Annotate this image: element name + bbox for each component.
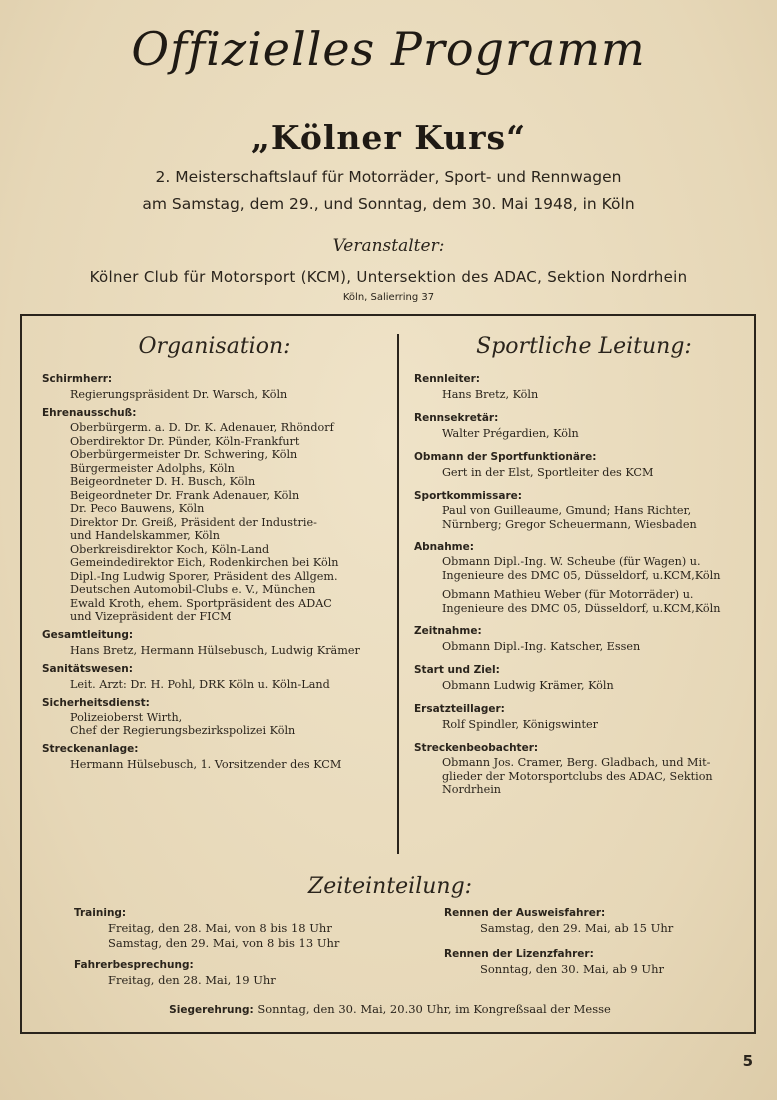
page-title: Offizielles Programm (131, 22, 646, 76)
sicherheit-value: Polizeioberst Wirth, (70, 710, 183, 724)
schedule-right (444, 906, 744, 988)
ersatz-label: Ersatzteillager: (414, 703, 505, 715)
beobachter-value: Nordrhein (442, 783, 501, 796)
lizenz-label: Rennen der Lizenzfahrer: (444, 948, 594, 960)
rennleiter-label: Rennleiter: (414, 373, 480, 385)
sicherheit-value: Chef der Regierungsbezirkspolizei Köln (70, 724, 296, 737)
ausweis-label: Rennen der Ausweisfahrer: (444, 907, 606, 919)
list-item: und Vizepräsident der FICM (70, 610, 232, 623)
list-item: Oberbürgermeister Dr. Schwering, Köln (70, 448, 298, 461)
list-item: Oberbürgerm. a. D. Dr. K. Adenauer, Rhöndorf (70, 421, 334, 434)
rennsekretaer-label: Rennsekretär: (414, 412, 499, 424)
ehrenausschuss-label: Ehrenausschuß: (42, 407, 137, 419)
sicherheit-label: Sicherheitsdienst: (42, 696, 150, 709)
ersatz-value: Rolf Spindler, Königswinter (442, 718, 598, 731)
training-label: Training: (74, 907, 127, 919)
page-number: 5 (742, 1052, 753, 1070)
list-item: Gemeindedirektor Eich, Rodenkirchen bei Köln (70, 556, 339, 569)
organizer-name: Kölner Club für Motorsport (KCM), Untersektion des ADAC, Sektion Nordrhein (89, 268, 688, 286)
rennsekretaer-value: Walter Prégardien, Köln (442, 427, 579, 440)
list-item: Beigeordneter D. H. Busch, Köln (70, 475, 256, 488)
list-item: Oberkreisdirektor Koch, Köln-Land (70, 542, 270, 556)
event-dates: am Samstag, dem 29., und Sonntag, dem 30. Mai 1948, in Köln (142, 195, 635, 213)
event-description: 2. Meisterschaftslauf für Motorräder, Sport- und Rennwagen (155, 168, 622, 186)
program-box (20, 314, 756, 1034)
rennleiter-value: Hans Bretz, Köln (442, 388, 539, 401)
abnahme-value: Ingenieure des DMC 05, Düsseldorf, u.KCM,Köln (442, 568, 721, 582)
abnahme-value: Obmann Mathieu Weber (für Motorräder) u. (442, 588, 694, 601)
siegerehrung (22, 1002, 758, 1016)
sportlich-heading: Sportliche Leitung: (476, 334, 692, 359)
kommissare-value: Paul von Guilleaume, Gmund; Hans Richter, (442, 504, 692, 517)
list-item: Beigeordneter Dr. Frank Adenauer, Köln (70, 488, 300, 502)
beobachter-label: Streckenbeobachter: (414, 742, 539, 754)
organisation-column (42, 332, 387, 776)
sportliche-leitung-column (414, 332, 754, 806)
event-name: „Kölner Kurs“ (250, 118, 527, 157)
zeitnahme-value: Obmann Dipl.-Ing. Katscher, Essen (442, 640, 641, 653)
list-item: Dr. Peco Bauwens, Köln (70, 502, 205, 515)
schedule-left (74, 906, 404, 995)
gesamtleitung-label: Gesamtleitung: (42, 628, 134, 641)
column-divider (397, 334, 399, 854)
gesamtleitung-value: Hans Bretz, Hermann Hülsebusch, Ludwig Krämer (70, 643, 360, 657)
schirmherr-value: Regierungspräsident Dr. Warsch, Köln (70, 388, 288, 401)
obmann-label: Obmann der Sportfunktionäre: (414, 451, 597, 463)
zeiteinteilung-heading: Zeiteinteilung: (307, 874, 473, 899)
beobachter-value: glieder der Motorsportclubs des ADAC, Sektion (442, 769, 713, 783)
start-value: Obmann Ludwig Krämer, Köln (442, 679, 614, 692)
list-item: Bürgermeister Adolphs, Köln (70, 461, 235, 475)
organisation-heading: Organisation: (138, 334, 291, 359)
lizenz-value: Sonntag, den 30. Mai, ab 9 Uhr (480, 962, 664, 976)
start-label: Start und Ziel: (414, 664, 500, 676)
zeitnahme-label: Zeitnahme: (414, 625, 482, 637)
kommissare-value: Nürnberg; Gregor Scheuermann, Wiesbaden (442, 517, 697, 531)
list-item: Deutschen Automobil-Clubs e. V., München (70, 583, 316, 596)
abnahme-value: Ingenieure des DMC 05, Düsseldorf, u.KCM,Köln (442, 601, 721, 615)
abnahme-label: Abnahme: (414, 541, 474, 553)
schirmherr-label: Schirmherr: (42, 373, 113, 385)
organizer-label: Veranstalter: (332, 236, 445, 256)
organizer-address: Köln, Salierring 37 (342, 292, 435, 303)
strecke-value: Hermann Hülsebusch, 1. Vorsitzender des KCM (70, 757, 342, 771)
training-value: Freitag, den 28. Mai, von 8 bis 18 Uhr (108, 921, 332, 935)
list-item: Ewald Kroth, ehem. Sportpräsident des ADAC (70, 596, 332, 610)
list-item: Direktor Dr. Greiß, Präsident der Industrie- (70, 515, 317, 529)
strecke-label: Streckenanlage: (42, 742, 139, 755)
sanitaet-label: Sanitätswesen: (42, 662, 133, 675)
obmann-value: Gert in der Elst, Sportleiter des KCM (442, 466, 654, 479)
fahrer-label: Fahrerbesprechung: (74, 959, 194, 971)
sanitaet-value: Leit. Arzt: Dr. H. Pohl, DRK Köln u. Köln-Land (70, 677, 330, 691)
ausweis-value: Samstag, den 29. Mai, ab 15 Uhr (480, 921, 674, 935)
kommissare-label: Sportkommissare: (414, 490, 522, 502)
abnahme-value: Obmann Dipl.-Ing. W. Scheube (für Wagen) u. (442, 555, 701, 568)
training-value: Samstag, den 29. Mai, von 8 bis 13 Uhr (108, 936, 340, 950)
sieger-label: Siegerehrung: (169, 1004, 254, 1016)
list-item: Dipl.-Ing Ludwig Sporer, Präsident des Allgem. (70, 569, 338, 583)
beobachter-value: Obmann Jos. Cramer, Berg. Gladbach, und Mit- (442, 756, 711, 769)
sieger-value: Sonntag, den 30. Mai, 20.30 Uhr, im Kongreßsaal der Messe (257, 1002, 611, 1016)
fahrer-value: Freitag, den 28. Mai, 19 Uhr (108, 973, 276, 987)
list-item: und Handelskammer, Köln (70, 529, 220, 542)
list-item: Oberdirektor Dr. Pünder, Köln-Frankfurt (70, 434, 300, 448)
